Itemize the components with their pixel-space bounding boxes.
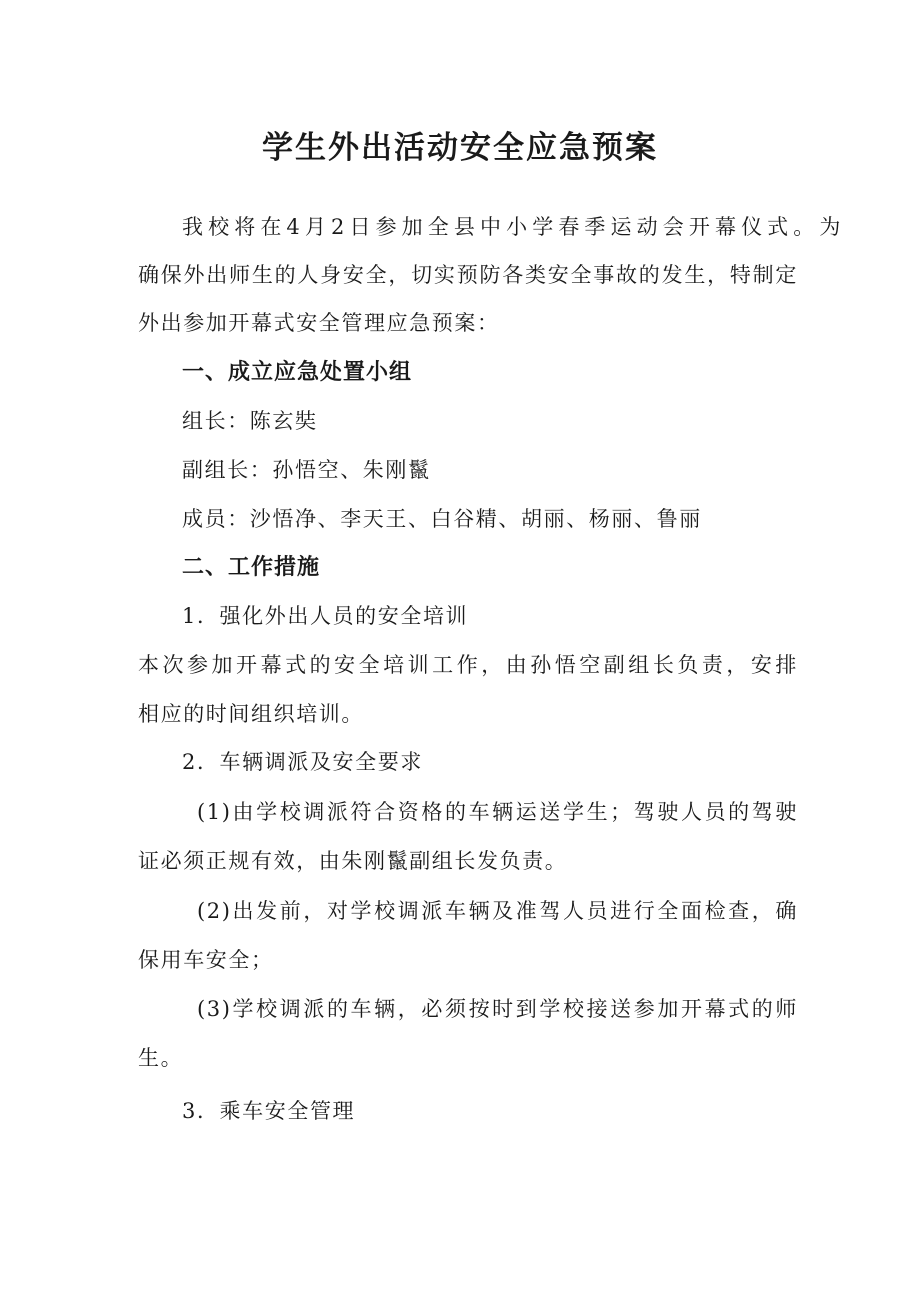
item-1-body-line-1: 本次参加开幕式的安全培训工作，由孙悟空副组长负责，安排 [138, 653, 798, 677]
item-1-title: 1．强化外出人员的安全培训 [182, 604, 469, 628]
item-2-p3-line-1: (3)学校调派的车辆，必须按时到学校接送参加开幕式的师 [197, 997, 798, 1021]
section-2-heading: 二、工作措施 [182, 555, 321, 580]
section-1-heading: 一、成立应急处置小组 [182, 360, 413, 385]
intro-line-1: 我校将在4月2日参加全县中小学春季运动会开幕仪式。为 [182, 215, 842, 239]
item-3-title: 3．乘车安全管理 [182, 1099, 356, 1123]
intro-line-3: 外出参加开幕式安全管理应急预案： [138, 311, 500, 335]
document-title: 学生外出活动安全应急预案 [262, 130, 658, 166]
item-2-p3-line-2: 生。 [138, 1046, 184, 1070]
item-2-p2-line-1: (2)出发前，对学校调派车辆及准驾人员进行全面检查，确 [197, 899, 798, 923]
group-members: 成员：沙悟净、李天王、白谷精、胡丽、杨丽、鲁丽 [182, 507, 702, 531]
item-2-title: 2．车辆调派及安全要求 [182, 750, 423, 774]
intro-line-2: 确保外出师生的人身安全，切实预防各类安全事故的发生，特制定 [138, 263, 798, 287]
item-2-p1-line-2: 证必须正规有效，由朱刚鬣副组长发负责。 [138, 849, 568, 873]
item-2-p1-line-1: (1)由学校调派符合资格的车辆运送学生；驾驶人员的驾驶 [197, 800, 798, 824]
item-2-p2-line-2: 保用车安全； [138, 948, 274, 972]
group-deputy: 副组长：孙悟空、朱刚鬣 [182, 458, 431, 482]
item-1-body-line-2: 相应的时间组织培训。 [138, 702, 364, 726]
group-leader: 组长：陈玄奘 [182, 409, 318, 433]
